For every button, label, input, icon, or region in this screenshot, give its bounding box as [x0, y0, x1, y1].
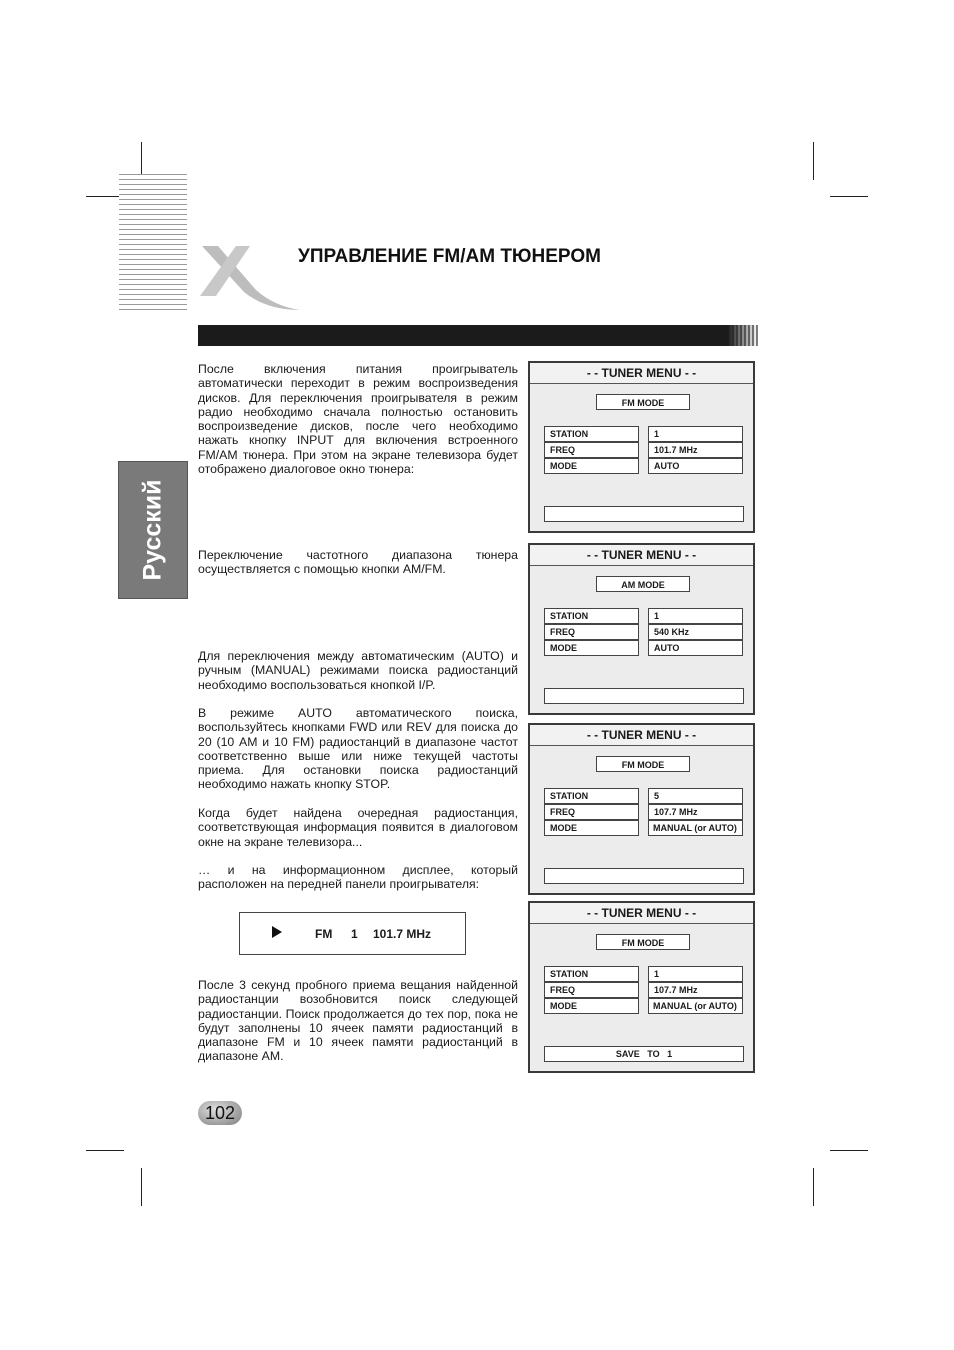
station-value: 1 — [648, 966, 743, 982]
tuner-menu-header: - - TUNER MENU - - — [530, 903, 753, 924]
mode-label: MODE — [544, 998, 639, 1014]
status-bar: SAVE TO 1 — [544, 1046, 744, 1062]
station-label: STATION — [544, 608, 639, 624]
mode-value: AUTO — [648, 640, 743, 656]
station-label: STATION — [544, 788, 639, 804]
station-label: STATION — [544, 426, 639, 442]
brand-logo — [196, 240, 302, 312]
status-bar — [544, 688, 744, 704]
freq-label: FREQ — [544, 982, 639, 998]
band-mode-label: FM MODE — [596, 934, 690, 950]
station-value: 1 — [648, 608, 743, 624]
display-frequency: 101.7 MHz — [373, 927, 432, 941]
title-bar-dots — [732, 325, 760, 346]
station-label: STATION — [544, 966, 639, 982]
freq-value: 101.7 MHz — [648, 442, 743, 458]
freq-value: 107.7 MHz — [648, 982, 743, 998]
paragraph-intro: После включения питания проигрыватель автоматически переходит в режим воспроизведения дисков. Для переключения проигрывателя в режим радио необходимо сначала полностью остановить воспроизведение дисков, после чего необходимо нажать кнопку INPUT для включения встроенного FM/AM тюнера. При этом на экране телевизора будет отображено диалоговое окно тюнера: — [198, 362, 518, 477]
tuner-menu-header: - - TUNER MENU - - — [530, 363, 753, 384]
tuner-menu — [528, 543, 755, 715]
station-value: 1 — [648, 426, 743, 442]
freq-value: 107.7 MHz — [648, 804, 743, 820]
paragraph-search-mode: Для переключения между автоматическим (AUTO) и ручным (MANUAL) режимами поиска радиостанций необходимо воспользоваться кнопкой I/P. — [198, 649, 518, 692]
page-title: УПРАВЛЕНИЕ FM/AM ТЮНЕРОМ — [298, 246, 601, 267]
title-bar — [198, 325, 758, 346]
paragraph-station-found: Когда будет найдена очередная радиостанция, соответствующая информация появится в диалоговом окне на экране телевизора... — [198, 806, 518, 849]
freq-value: 540 KHz — [648, 624, 743, 640]
decorative-stripes — [119, 174, 187, 311]
mode-label: MODE — [544, 458, 639, 474]
mode-label: MODE — [544, 640, 639, 656]
crop-mark — [813, 142, 814, 180]
band-mode-label: FM MODE — [596, 756, 690, 772]
station-value: 5 — [648, 788, 743, 804]
crop-mark — [813, 1168, 814, 1206]
tuner-menu-header: - - TUNER MENU - - — [530, 545, 753, 566]
front-panel-display — [239, 912, 466, 955]
crop-mark — [86, 1150, 124, 1151]
mode-label: MODE — [544, 820, 639, 836]
mode-value: MANUAL (or AUTO) — [648, 998, 743, 1014]
paragraph-band-switch: Переключение частотного диапазона тюнера осуществляется с помощью кнопки AM/FM. — [198, 548, 518, 577]
play-icon — [272, 926, 282, 941]
crop-mark — [830, 1150, 868, 1151]
mode-value: MANUAL (or AUTO) — [648, 820, 743, 836]
display-band: FM — [315, 927, 333, 941]
status-bar — [544, 506, 744, 522]
paragraph-memory: После 3 секунд пробного приема вещания найденной радиостанции возобновится поиск следующей радиостанции. Поиск продолжается до тех пор, пока не будут заполнены 10 ячеек памяти радиостанций в диапазоне FM и 10 ячеек памяти радиостанций в диапазоне AM. — [198, 978, 518, 1064]
language-tab — [118, 461, 188, 599]
tuner-menu — [528, 361, 755, 533]
band-mode-label: FM MODE — [596, 394, 690, 410]
display-station: 1 — [351, 927, 358, 941]
page-number: 102 — [198, 1101, 242, 1125]
freq-label: FREQ — [544, 804, 639, 820]
tuner-menu-header: - - TUNER MENU - - — [530, 725, 753, 746]
tuner-menu — [528, 901, 755, 1073]
language-tab-label: Русский — [138, 479, 167, 581]
freq-label: FREQ — [544, 624, 639, 640]
band-mode-label: AM MODE — [596, 576, 690, 592]
tuner-menu — [528, 723, 755, 895]
crop-mark — [830, 196, 868, 197]
status-bar — [544, 868, 744, 884]
mode-value: AUTO — [648, 458, 743, 474]
crop-mark — [141, 1168, 142, 1206]
paragraph-front-display: … и на информационном дисплее, который расположен на передней панели проигрывателя: — [198, 863, 518, 892]
freq-label: FREQ — [544, 442, 639, 458]
paragraph-auto-search: В режиме AUTO автоматического поиска, воспользуйтесь кнопками FWD или REV для поиска до 20 (10 AM и 10 FM) радиостанций в диапазоне частот соответственно выше или ниже текущей частоты приема. Для остановки поиска радиостанций необходимо нажать кнопку STOP. — [198, 706, 518, 792]
